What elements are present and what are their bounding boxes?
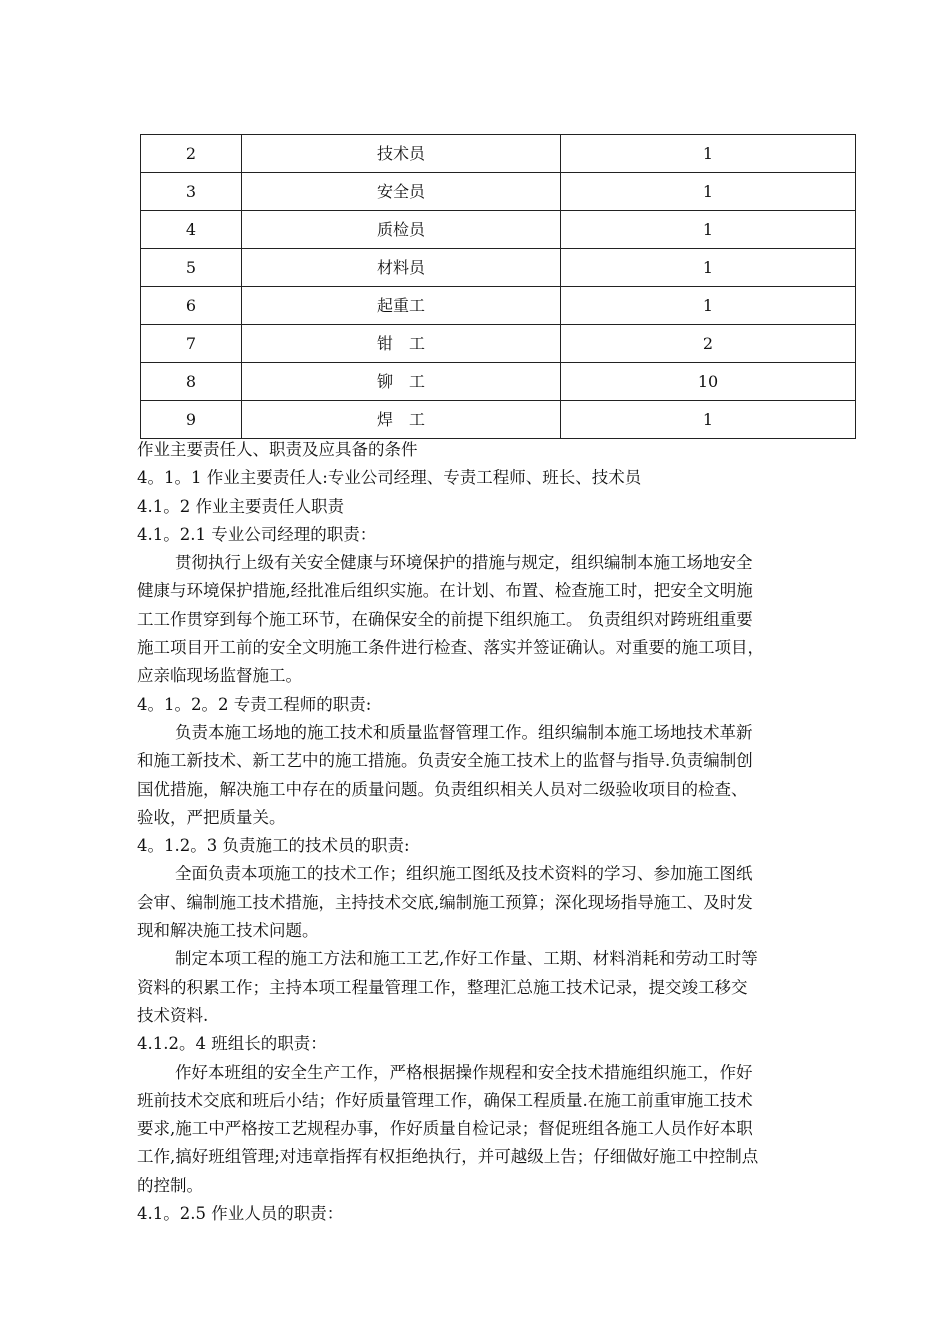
table-row <box>141 363 856 401</box>
headcount: 10 <box>561 363 856 401</box>
row-number: 8 <box>141 363 242 401</box>
headcount: 1 <box>561 249 856 287</box>
paragraph-line: 负责本施工场地的施工技术和质量监督管理工作。组织编制本施工场地技术革新 <box>175 722 753 742</box>
paragraph-line: 要求,施工中严格按工艺规程办事，作好质量自检记录；督促班组各施工人员作好本职 <box>137 1119 753 1139</box>
headcount: 1 <box>561 135 856 173</box>
section-heading: 4。1。1 作业主要责任人:专业公司经理、专责工程师、班长、技术员 <box>137 468 642 488</box>
section-heading: 作业主要责任人、职责及应具备的条件 <box>137 440 418 459</box>
paragraph-line: 现和解决施工技术问题。 <box>137 921 319 941</box>
row-number: 5 <box>141 249 242 287</box>
subsection-heading: 4.1。2.1 专业公司经理的职责： <box>137 524 377 544</box>
role-name: 焊 工 <box>242 401 561 439</box>
table-row <box>141 135 856 173</box>
table-row <box>141 211 856 249</box>
paragraph-line: 资料的积累工作；主持本项工程量管理工作，整理汇总施工技术记录，提交竣工移交 <box>137 977 748 997</box>
row-number: 7 <box>141 325 242 363</box>
table-row <box>141 401 856 439</box>
subsection-heading: 4。1。2。2 专责工程师的职责: <box>137 694 372 714</box>
paragraph-line: 的控制。 <box>137 1175 203 1195</box>
paragraph-line: 施工项目开工前的安全文明施工条件进行检查、落实并签证确认。对重要的施工项目， <box>137 638 764 658</box>
subsection-heading: 4.1.2。4 班组长的职责： <box>137 1034 327 1054</box>
table-row <box>141 287 856 325</box>
headcount: 1 <box>561 173 856 211</box>
row-number: 9 <box>141 401 242 439</box>
role-name: 钳 工 <box>242 325 561 363</box>
paragraph-line: 国优措施，解决施工中存在的质量问题。负责组织相关人员对二级验收项目的检查、 <box>137 779 748 799</box>
body-text <box>137 436 877 1228</box>
paragraph-line: 制定本项工程的施工方法和施工工艺,作好工作量、工期、材料消耗和劳动工时等 <box>175 949 758 969</box>
paragraph-line: 会审、编制施工技术措施，主持技术交底,编制施工预算；深化现场指导施工、及时发 <box>137 892 753 912</box>
paragraph-line: 验收，严把质量关。 <box>137 807 286 827</box>
table-row <box>141 173 856 211</box>
row-number: 2 <box>141 135 242 173</box>
role-name: 技术员 <box>242 135 561 173</box>
role-name: 质检员 <box>242 211 561 249</box>
paragraph-line: 班前技术交底和班后小结；作好质量管理工作，确保工程质量.在施工前重审施工技术 <box>137 1090 753 1110</box>
paragraph-line: 技术资料. <box>137 1005 209 1025</box>
table-row <box>141 249 856 287</box>
headcount: 1 <box>561 287 856 325</box>
paragraph-line: 全面负责本项施工的技术工作；组织施工图纸及技术资料的学习、参加施工图纸 <box>175 864 753 884</box>
headcount: 1 <box>561 401 856 439</box>
row-number: 3 <box>141 173 242 211</box>
section-heading: 4.1。2 作业主要责任人职责 <box>137 496 344 516</box>
paragraph-line: 贯彻执行上级有关安全健康与环境保护的措施与规定，组织编制本施工场地安全 <box>175 553 753 573</box>
table-row <box>141 325 856 363</box>
role-name: 起重工 <box>242 287 561 325</box>
role-name: 安全员 <box>242 173 561 211</box>
paragraph-line: 和施工新技术、新工艺中的施工措施。负责安全施工技术上的监督与指导.负责编制创 <box>137 751 753 771</box>
role-name: 材料员 <box>242 249 561 287</box>
staffing-table <box>140 134 856 439</box>
subsection-heading: 4。1.2。3 负责施工的技术员的职责: <box>137 836 410 856</box>
role-name: 铆 工 <box>242 363 561 401</box>
headcount: 2 <box>561 325 856 363</box>
row-number: 6 <box>141 287 242 325</box>
row-number: 4 <box>141 211 242 249</box>
paragraph-line: 作好本班组的安全生产工作，严格根据操作规程和安全技术措施组织施工，作好 <box>175 1062 753 1082</box>
headcount: 1 <box>561 211 856 249</box>
subsection-heading: 4.1。2.5 作业人员的职责： <box>137 1204 344 1224</box>
paragraph-line: 应亲临现场监督施工。 <box>137 666 302 686</box>
paragraph-line: 工作,搞好班组管理;对违章指挥有权拒绝执行，并可越级上告；仔细做好施工中控制点 <box>137 1147 759 1167</box>
paragraph-line: 健康与环境保护措施,经批准后组织实施。在计划、布置、检查施工时，把安全文明施 <box>137 581 753 601</box>
paragraph-line: 工工作贯穿到每个施工环节，在确保安全的前提下组织施工。 负责组织对跨班组重要 <box>137 609 753 629</box>
